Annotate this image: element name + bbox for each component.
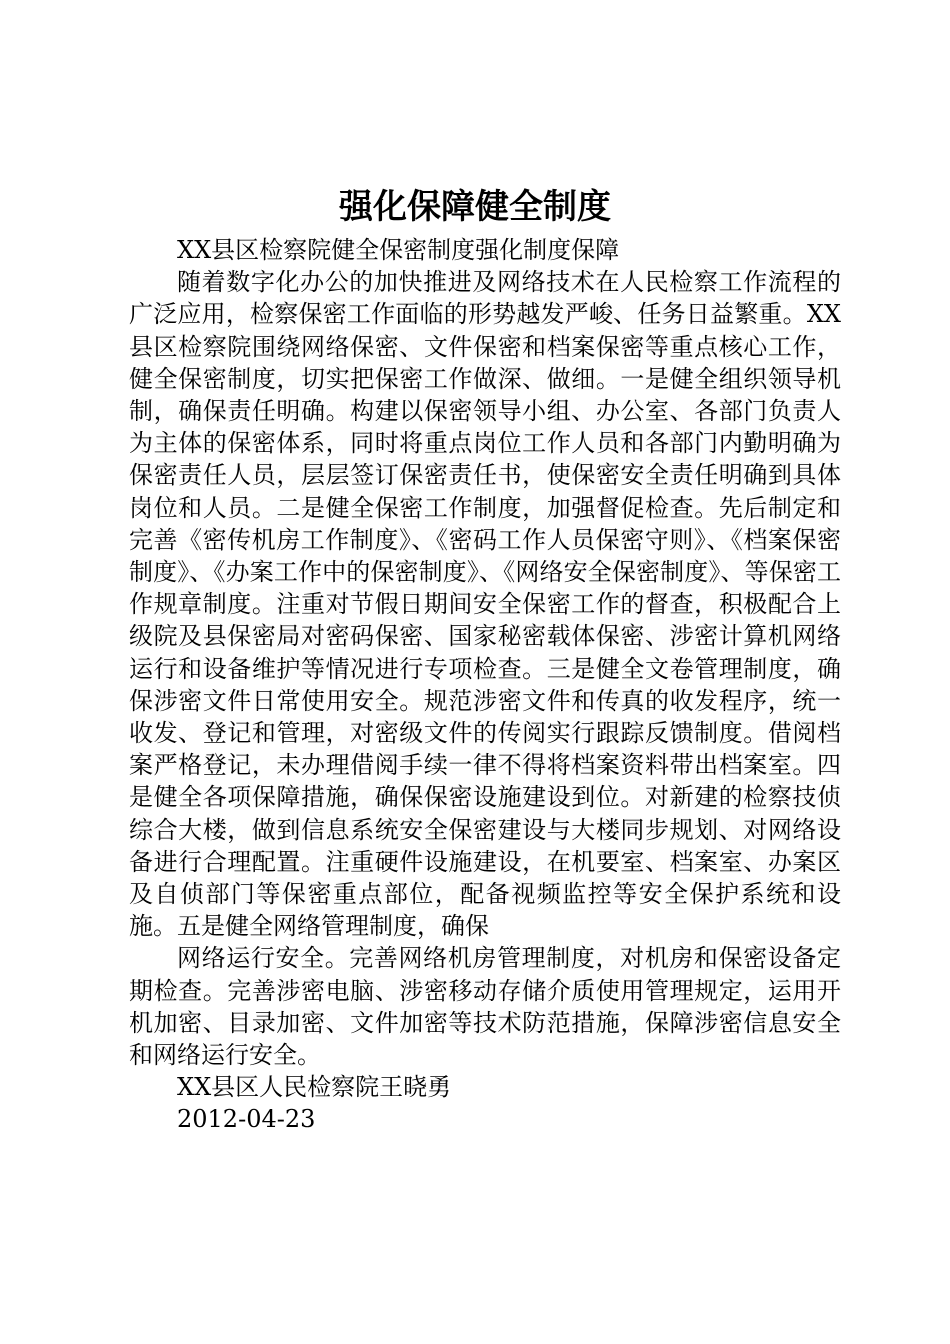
body-paragraph-2: 网络运行安全。完善网络机房管理制度，对机房和保密设备定期检查。完善涉密电脑、涉密移动存储介质使用管理规定，运用开机加密、目录加密、文件加密等技术防范措施，保障涉密信息安全和网络运行安全。 [129, 944, 841, 1070]
document-body [129, 234, 841, 1136]
body-paragraph-1: 随着数字化办公的加快推进及网络技术在人民检察工作流程的广泛应用，检察保密工作面临的形势越发严峻、任务日益繁重。XX县区检察院围绕网络保密、文件保密和档案保密等重点核心工作，健全保密制度，切实把保密工作做深、做细。一是健全组织领导机制，确保责任明确。构建以保密领导小组、办公室、各部门负责人为主体的保密体系，同时将重点岗位工作人员和各部门内勤明确为保密责任人员，层层签订保密责任书，使保密安全责任明确到具体岗位和人员。二是健全保密工作制度，加强督促检查。先后制定和完善《密传机房工作制度》、《密码工作人员保密守则》、《档案保密制度》、《办案工作中的保密制度》、《网络安全保密制度》、等保密工作规章制度。注重对节假日期间安全保密工作的督查，积极配合上级院及县保密局对密码保密、国家秘密载体保密、涉密计算机网络运行和设备维护等情况进行专项检查。三是健全文卷管理制度，确保涉密文件日常使用安全。规范涉密文件和传真的收发程序，统一收发、登记和管理，对密级文件的传阅实行跟踪反馈制度。借阅档案严格登记，未办理借阅手续一律不得将档案资料带出档案室。四是健全各项保障措施，确保保密设施建设到位。对新建的检察技侦综合大楼，做到信息系统安全保密建设与大楼同步规划、对网络设备进行合理配置。注重硬件设施建设，在机要室、档案室、办案区及自侦部门等保密重点部位，配备视频监控等安全保护系统和设施。五是健全网络管理制度，确保 [129, 268, 841, 941]
document-date: 2012-04-23 [177, 1105, 316, 1134]
document-title: 强化保障健全制度 [339, 187, 611, 227]
document-subtitle: XX县区检察院健全保密制度强化制度保障 [177, 236, 620, 264]
signature: XX县区人民检察院王晓勇 [177, 1073, 452, 1102]
